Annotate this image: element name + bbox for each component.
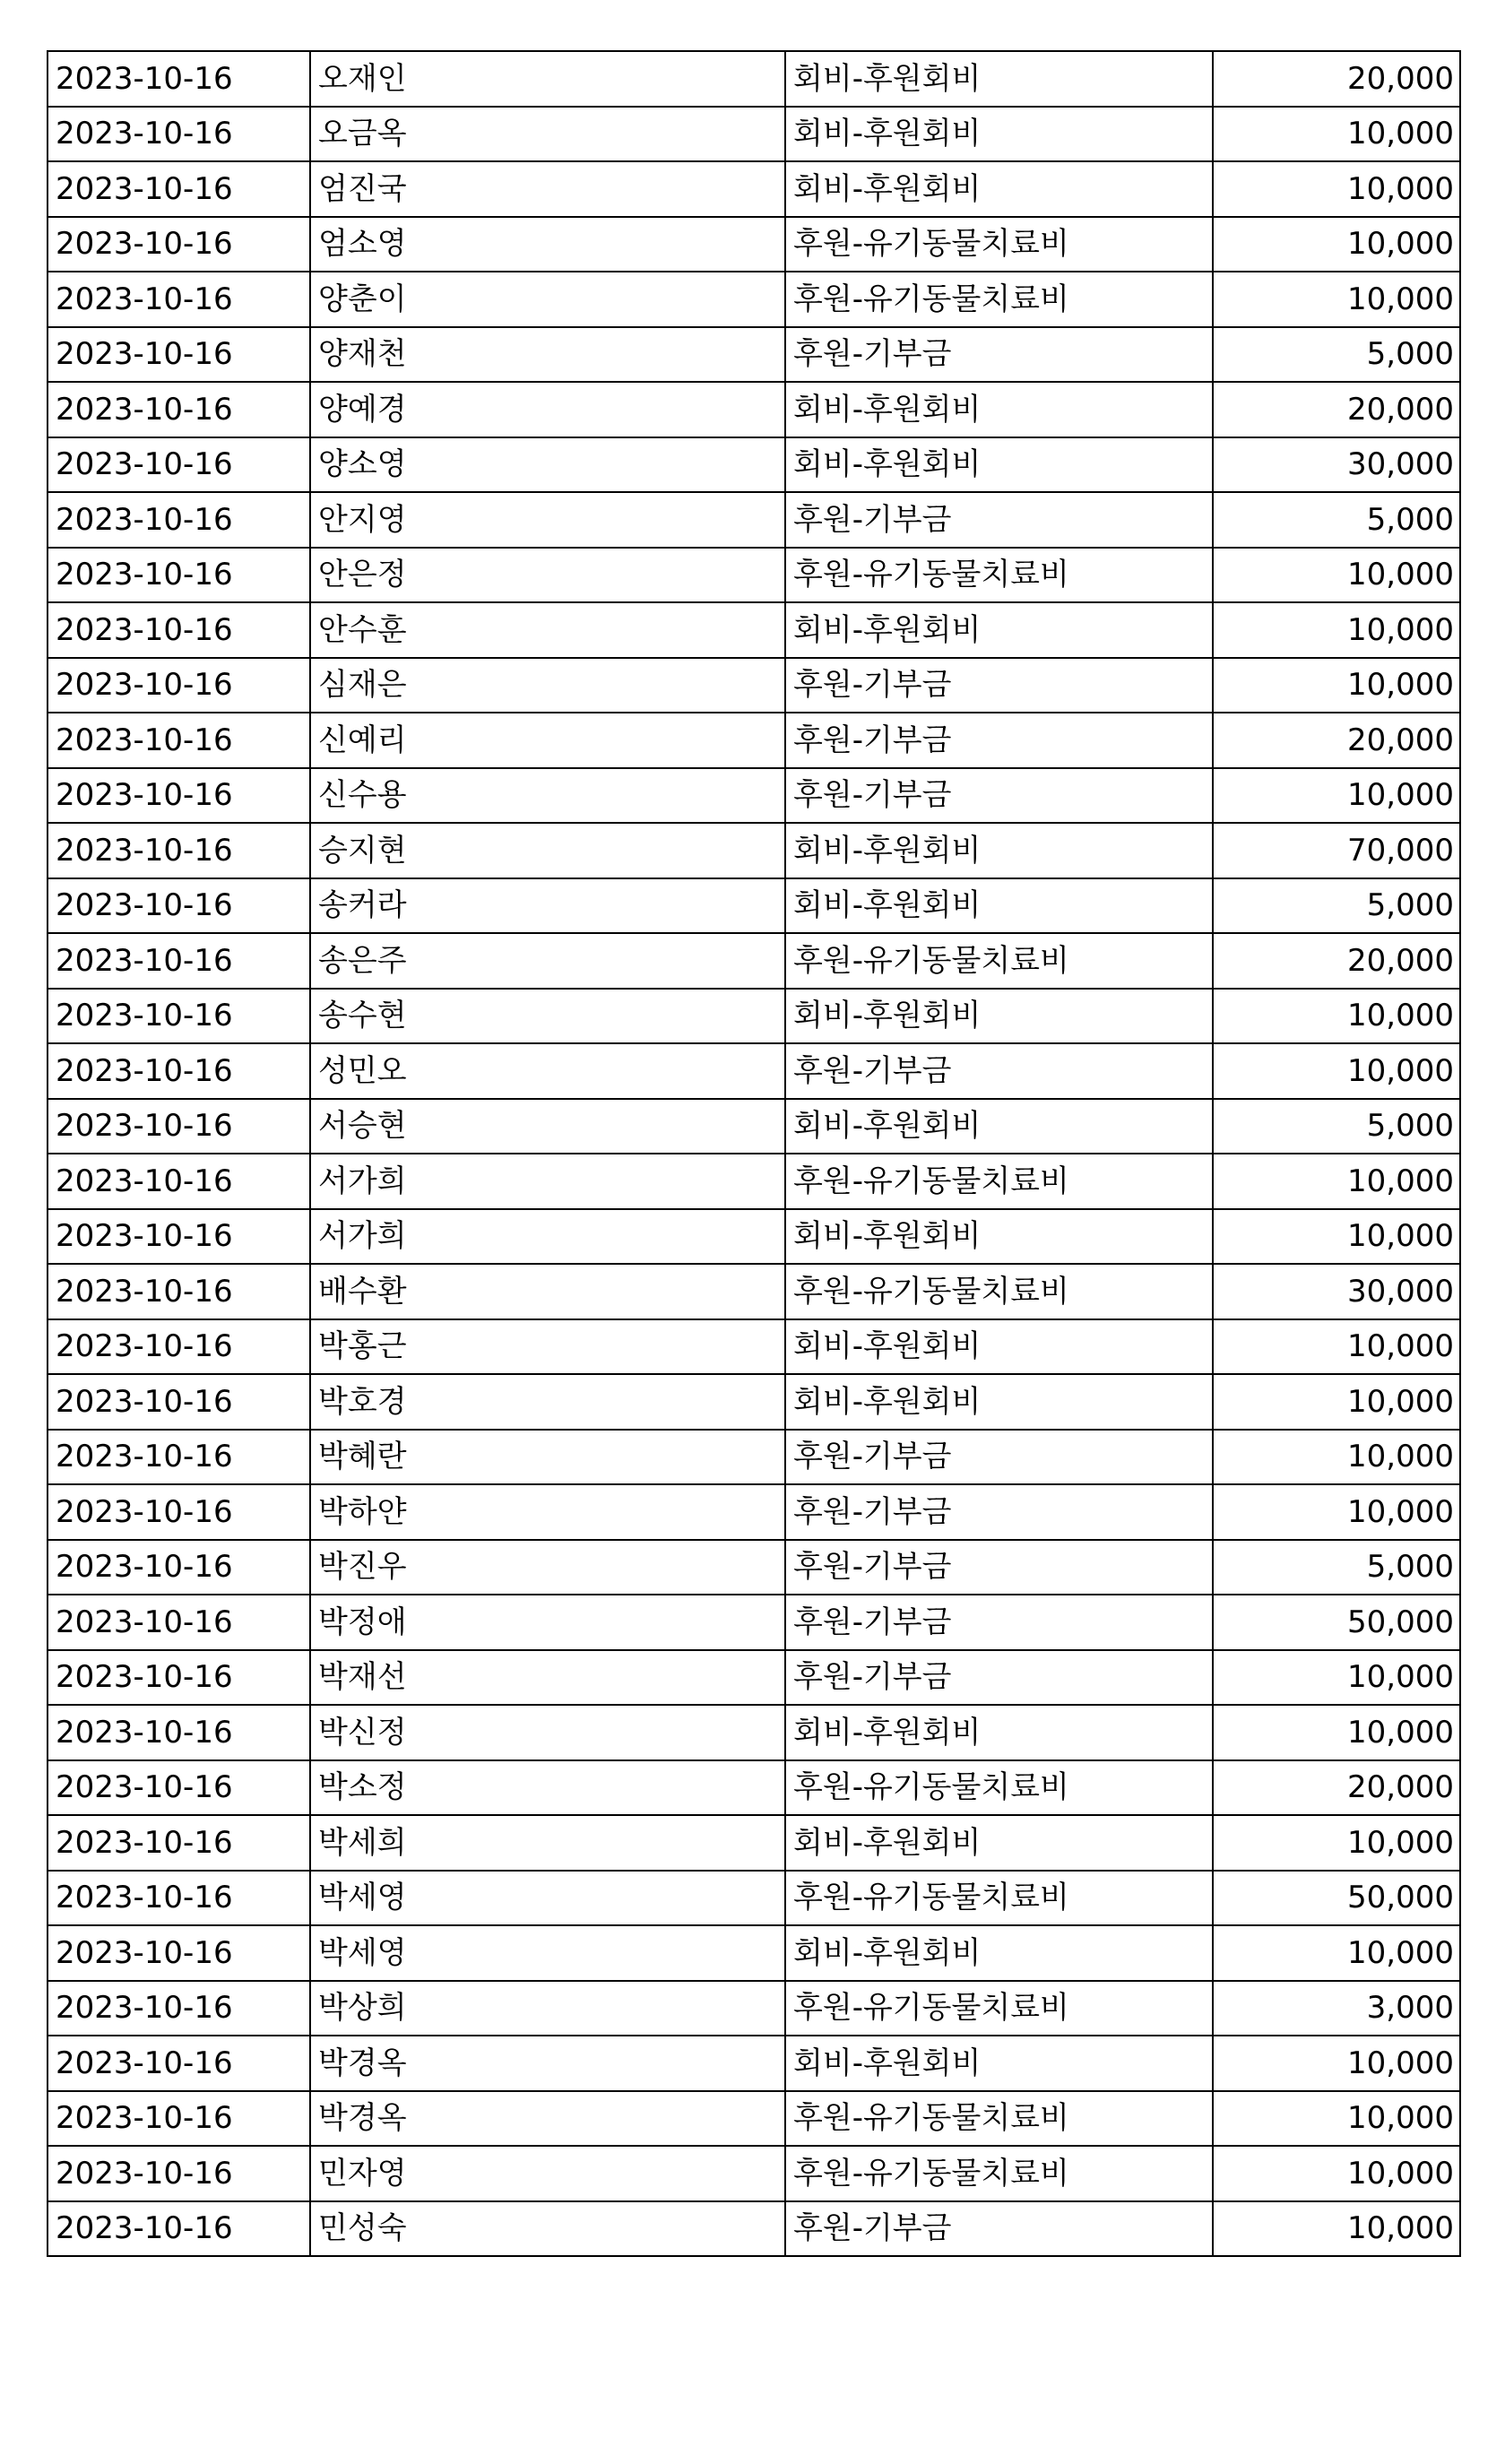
date-cell: 2023-10-16 bbox=[48, 1430, 310, 1485]
date-cell: 2023-10-16 bbox=[48, 1540, 310, 1595]
table-row bbox=[48, 217, 1460, 272]
donor-name-cell: 송수현 bbox=[310, 989, 785, 1044]
amount-cell: 10,000 bbox=[1213, 161, 1460, 217]
amount-cell: 30,000 bbox=[1213, 437, 1460, 493]
category-cell: 후원-유기동물치료비 bbox=[785, 1981, 1213, 2036]
table-row bbox=[48, 1760, 1460, 1816]
date-cell: 2023-10-16 bbox=[48, 548, 310, 603]
date-cell: 2023-10-16 bbox=[48, 768, 310, 824]
date-cell: 2023-10-16 bbox=[48, 492, 310, 548]
date-cell: 2023-10-16 bbox=[48, 1043, 310, 1099]
table-row bbox=[48, 1650, 1460, 1706]
category-cell: 회비-후원회비 bbox=[785, 161, 1213, 217]
table-row bbox=[48, 1595, 1460, 1650]
category-cell: 후원-기부금 bbox=[785, 492, 1213, 548]
donor-name-cell: 오금옥 bbox=[310, 107, 785, 162]
donor-name-cell: 심재은 bbox=[310, 658, 785, 713]
table-row bbox=[48, 492, 1460, 548]
amount-cell: 5,000 bbox=[1213, 1540, 1460, 1595]
table-row bbox=[48, 327, 1460, 383]
amount-cell: 5,000 bbox=[1213, 492, 1460, 548]
donor-name-cell: 박세희 bbox=[310, 1815, 785, 1871]
amount-cell: 10,000 bbox=[1213, 1374, 1460, 1430]
donor-name-cell: 박재선 bbox=[310, 1650, 785, 1706]
date-cell: 2023-10-16 bbox=[48, 1099, 310, 1154]
date-cell: 2023-10-16 bbox=[48, 823, 310, 878]
date-cell: 2023-10-16 bbox=[48, 2036, 310, 2091]
table-row bbox=[48, 1705, 1460, 1760]
donor-name-cell: 양춘이 bbox=[310, 272, 785, 327]
amount-cell: 20,000 bbox=[1213, 51, 1460, 107]
category-cell: 회비-후원회비 bbox=[785, 1705, 1213, 1760]
donor-name-cell: 안은정 bbox=[310, 548, 785, 603]
category-cell: 회비-후원회비 bbox=[785, 51, 1213, 107]
date-cell: 2023-10-16 bbox=[48, 933, 310, 989]
donor-name-cell: 성민오 bbox=[310, 1043, 785, 1099]
donor-name-cell: 박하얀 bbox=[310, 1484, 785, 1540]
donor-name-cell: 박소정 bbox=[310, 1760, 785, 1816]
date-cell: 2023-10-16 bbox=[48, 327, 310, 383]
table-row bbox=[48, 1540, 1460, 1595]
donor-name-cell: 오재인 bbox=[310, 51, 785, 107]
table-row bbox=[48, 1815, 1460, 1871]
table-row bbox=[48, 548, 1460, 603]
amount-cell: 20,000 bbox=[1213, 713, 1460, 768]
donor-name-cell: 민자영 bbox=[310, 2146, 785, 2201]
donor-name-cell: 박신정 bbox=[310, 1705, 785, 1760]
date-cell: 2023-10-16 bbox=[48, 2201, 310, 2257]
category-cell: 회비-후원회비 bbox=[785, 107, 1213, 162]
date-cell: 2023-10-16 bbox=[48, 1209, 310, 1265]
donor-name-cell: 박세영 bbox=[310, 1871, 785, 1926]
category-cell: 후원-유기동물치료비 bbox=[785, 1760, 1213, 1816]
amount-cell: 20,000 bbox=[1213, 933, 1460, 989]
date-cell: 2023-10-16 bbox=[48, 382, 310, 437]
table-row bbox=[48, 2091, 1460, 2147]
date-cell: 2023-10-16 bbox=[48, 1154, 310, 1209]
table-row bbox=[48, 878, 1460, 934]
donor-name-cell: 박진우 bbox=[310, 1540, 785, 1595]
category-cell: 회비-후원회비 bbox=[785, 437, 1213, 493]
amount-cell: 10,000 bbox=[1213, 2091, 1460, 2147]
donation-ledger-table bbox=[47, 50, 1461, 2257]
date-cell: 2023-10-16 bbox=[48, 1374, 310, 1430]
category-cell: 회비-후원회비 bbox=[785, 382, 1213, 437]
table-row bbox=[48, 2201, 1460, 2257]
table-row bbox=[48, 933, 1460, 989]
table-row bbox=[48, 1981, 1460, 2036]
donor-name-cell: 송은주 bbox=[310, 933, 785, 989]
category-cell: 후원-기부금 bbox=[785, 1650, 1213, 1706]
category-cell: 후원-유기동물치료비 bbox=[785, 2146, 1213, 2201]
date-cell: 2023-10-16 bbox=[48, 989, 310, 1044]
date-cell: 2023-10-16 bbox=[48, 1760, 310, 1816]
donor-name-cell: 서승현 bbox=[310, 1099, 785, 1154]
category-cell: 후원-기부금 bbox=[785, 1595, 1213, 1650]
date-cell: 2023-10-16 bbox=[48, 658, 310, 713]
date-cell: 2023-10-16 bbox=[48, 1705, 310, 1760]
date-cell: 2023-10-16 bbox=[48, 51, 310, 107]
amount-cell: 10,000 bbox=[1213, 548, 1460, 603]
donor-name-cell: 양소영 bbox=[310, 437, 785, 493]
amount-cell: 30,000 bbox=[1213, 1264, 1460, 1319]
category-cell: 회비-후원회비 bbox=[785, 823, 1213, 878]
ledger-body bbox=[48, 51, 1460, 2256]
category-cell: 후원-유기동물치료비 bbox=[785, 272, 1213, 327]
table-row bbox=[48, 602, 1460, 658]
category-cell: 후원-기부금 bbox=[785, 658, 1213, 713]
date-cell: 2023-10-16 bbox=[48, 437, 310, 493]
donor-name-cell: 신예리 bbox=[310, 713, 785, 768]
category-cell: 회비-후원회비 bbox=[785, 1374, 1213, 1430]
donor-name-cell: 신수용 bbox=[310, 768, 785, 824]
category-cell: 후원-유기동물치료비 bbox=[785, 1871, 1213, 1926]
amount-cell: 10,000 bbox=[1213, 107, 1460, 162]
date-cell: 2023-10-16 bbox=[48, 161, 310, 217]
category-cell: 후원-유기동물치료비 bbox=[785, 548, 1213, 603]
table-row bbox=[48, 713, 1460, 768]
table-row bbox=[48, 437, 1460, 493]
category-cell: 후원-기부금 bbox=[785, 1484, 1213, 1540]
table-row bbox=[48, 989, 1460, 1044]
table-row bbox=[48, 2036, 1460, 2091]
amount-cell: 10,000 bbox=[1213, 2201, 1460, 2257]
table-row bbox=[48, 1925, 1460, 1981]
date-cell: 2023-10-16 bbox=[48, 602, 310, 658]
category-cell: 회비-후원회비 bbox=[785, 1099, 1213, 1154]
donor-name-cell: 박경옥 bbox=[310, 2091, 785, 2147]
amount-cell: 10,000 bbox=[1213, 768, 1460, 824]
table-row bbox=[48, 1209, 1460, 1265]
amount-cell: 10,000 bbox=[1213, 1154, 1460, 1209]
donor-name-cell: 엄소영 bbox=[310, 217, 785, 272]
donor-name-cell: 엄진국 bbox=[310, 161, 785, 217]
category-cell: 후원-기부금 bbox=[785, 327, 1213, 383]
category-cell: 후원-기부금 bbox=[785, 1430, 1213, 1485]
date-cell: 2023-10-16 bbox=[48, 1871, 310, 1926]
amount-cell: 10,000 bbox=[1213, 2036, 1460, 2091]
amount-cell: 10,000 bbox=[1213, 1705, 1460, 1760]
donor-name-cell: 박세영 bbox=[310, 1925, 785, 1981]
amount-cell: 50,000 bbox=[1213, 1871, 1460, 1926]
category-cell: 후원-유기동물치료비 bbox=[785, 217, 1213, 272]
table-row bbox=[48, 51, 1460, 107]
amount-cell: 20,000 bbox=[1213, 1760, 1460, 1816]
amount-cell: 10,000 bbox=[1213, 658, 1460, 713]
amount-cell: 10,000 bbox=[1213, 2146, 1460, 2201]
table-row bbox=[48, 272, 1460, 327]
category-cell: 후원-기부금 bbox=[785, 768, 1213, 824]
table-row bbox=[48, 107, 1460, 162]
date-cell: 2023-10-16 bbox=[48, 217, 310, 272]
amount-cell: 5,000 bbox=[1213, 1099, 1460, 1154]
table-row bbox=[48, 1099, 1460, 1154]
amount-cell: 10,000 bbox=[1213, 1815, 1460, 1871]
amount-cell: 10,000 bbox=[1213, 1650, 1460, 1706]
category-cell: 회비-후원회비 bbox=[785, 989, 1213, 1044]
amount-cell: 70,000 bbox=[1213, 823, 1460, 878]
date-cell: 2023-10-16 bbox=[48, 272, 310, 327]
date-cell: 2023-10-16 bbox=[48, 1815, 310, 1871]
category-cell: 회비-후원회비 bbox=[785, 1209, 1213, 1265]
amount-cell: 10,000 bbox=[1213, 1209, 1460, 1265]
date-cell: 2023-10-16 bbox=[48, 1319, 310, 1375]
donor-name-cell: 민성숙 bbox=[310, 2201, 785, 2257]
donor-name-cell: 승지현 bbox=[310, 823, 785, 878]
table-row bbox=[48, 382, 1460, 437]
date-cell: 2023-10-16 bbox=[48, 1650, 310, 1706]
amount-cell: 5,000 bbox=[1213, 878, 1460, 934]
donor-name-cell: 양예경 bbox=[310, 382, 785, 437]
table-row bbox=[48, 823, 1460, 878]
category-cell: 회비-후원회비 bbox=[785, 878, 1213, 934]
date-cell: 2023-10-16 bbox=[48, 713, 310, 768]
amount-cell: 10,000 bbox=[1213, 272, 1460, 327]
amount-cell: 10,000 bbox=[1213, 1925, 1460, 1981]
donor-name-cell: 박정애 bbox=[310, 1595, 785, 1650]
category-cell: 회비-후원회비 bbox=[785, 2036, 1213, 2091]
category-cell: 후원-기부금 bbox=[785, 713, 1213, 768]
category-cell: 후원-유기동물치료비 bbox=[785, 1154, 1213, 1209]
category-cell: 회비-후원회비 bbox=[785, 1815, 1213, 1871]
category-cell: 후원-기부금 bbox=[785, 1540, 1213, 1595]
date-cell: 2023-10-16 bbox=[48, 2091, 310, 2147]
table-row bbox=[48, 1871, 1460, 1926]
amount-cell: 20,000 bbox=[1213, 382, 1460, 437]
date-cell: 2023-10-16 bbox=[48, 2146, 310, 2201]
category-cell: 회비-후원회비 bbox=[785, 1925, 1213, 1981]
donor-name-cell: 배수환 bbox=[310, 1264, 785, 1319]
donor-name-cell: 서가희 bbox=[310, 1154, 785, 1209]
date-cell: 2023-10-16 bbox=[48, 1925, 310, 1981]
table-row bbox=[48, 1374, 1460, 1430]
category-cell: 후원-유기동물치료비 bbox=[785, 1264, 1213, 1319]
table-row bbox=[48, 768, 1460, 824]
amount-cell: 3,000 bbox=[1213, 1981, 1460, 2036]
amount-cell: 10,000 bbox=[1213, 602, 1460, 658]
amount-cell: 10,000 bbox=[1213, 1319, 1460, 1375]
category-cell: 회비-후원회비 bbox=[785, 602, 1213, 658]
table-row bbox=[48, 1319, 1460, 1375]
amount-cell: 10,000 bbox=[1213, 989, 1460, 1044]
table-row bbox=[48, 161, 1460, 217]
donor-name-cell: 안지영 bbox=[310, 492, 785, 548]
table-row bbox=[48, 1484, 1460, 1540]
category-cell: 후원-유기동물치료비 bbox=[785, 933, 1213, 989]
table-row bbox=[48, 1430, 1460, 1485]
donor-name-cell: 박경옥 bbox=[310, 2036, 785, 2091]
table-row bbox=[48, 1264, 1460, 1319]
category-cell: 후원-유기동물치료비 bbox=[785, 2091, 1213, 2147]
amount-cell: 10,000 bbox=[1213, 1430, 1460, 1485]
amount-cell: 50,000 bbox=[1213, 1595, 1460, 1650]
date-cell: 2023-10-16 bbox=[48, 1484, 310, 1540]
donor-name-cell: 박혜란 bbox=[310, 1430, 785, 1485]
amount-cell: 5,000 bbox=[1213, 327, 1460, 383]
date-cell: 2023-10-16 bbox=[48, 1595, 310, 1650]
donor-name-cell: 안수훈 bbox=[310, 602, 785, 658]
donor-name-cell: 서가희 bbox=[310, 1209, 785, 1265]
category-cell: 후원-기부금 bbox=[785, 1043, 1213, 1099]
table-row bbox=[48, 658, 1460, 713]
donor-name-cell: 송커라 bbox=[310, 878, 785, 934]
date-cell: 2023-10-16 bbox=[48, 878, 310, 934]
category-cell: 후원-기부금 bbox=[785, 2201, 1213, 2257]
date-cell: 2023-10-16 bbox=[48, 1264, 310, 1319]
table-row bbox=[48, 1154, 1460, 1209]
amount-cell: 10,000 bbox=[1213, 1484, 1460, 1540]
table-row bbox=[48, 2146, 1460, 2201]
date-cell: 2023-10-16 bbox=[48, 107, 310, 162]
table-row bbox=[48, 1043, 1460, 1099]
category-cell: 회비-후원회비 bbox=[785, 1319, 1213, 1375]
donor-name-cell: 박상희 bbox=[310, 1981, 785, 2036]
donor-name-cell: 박호경 bbox=[310, 1374, 785, 1430]
donor-name-cell: 박홍근 bbox=[310, 1319, 785, 1375]
amount-cell: 10,000 bbox=[1213, 217, 1460, 272]
date-cell: 2023-10-16 bbox=[48, 1981, 310, 2036]
amount-cell: 10,000 bbox=[1213, 1043, 1460, 1099]
donor-name-cell: 양재천 bbox=[310, 327, 785, 383]
